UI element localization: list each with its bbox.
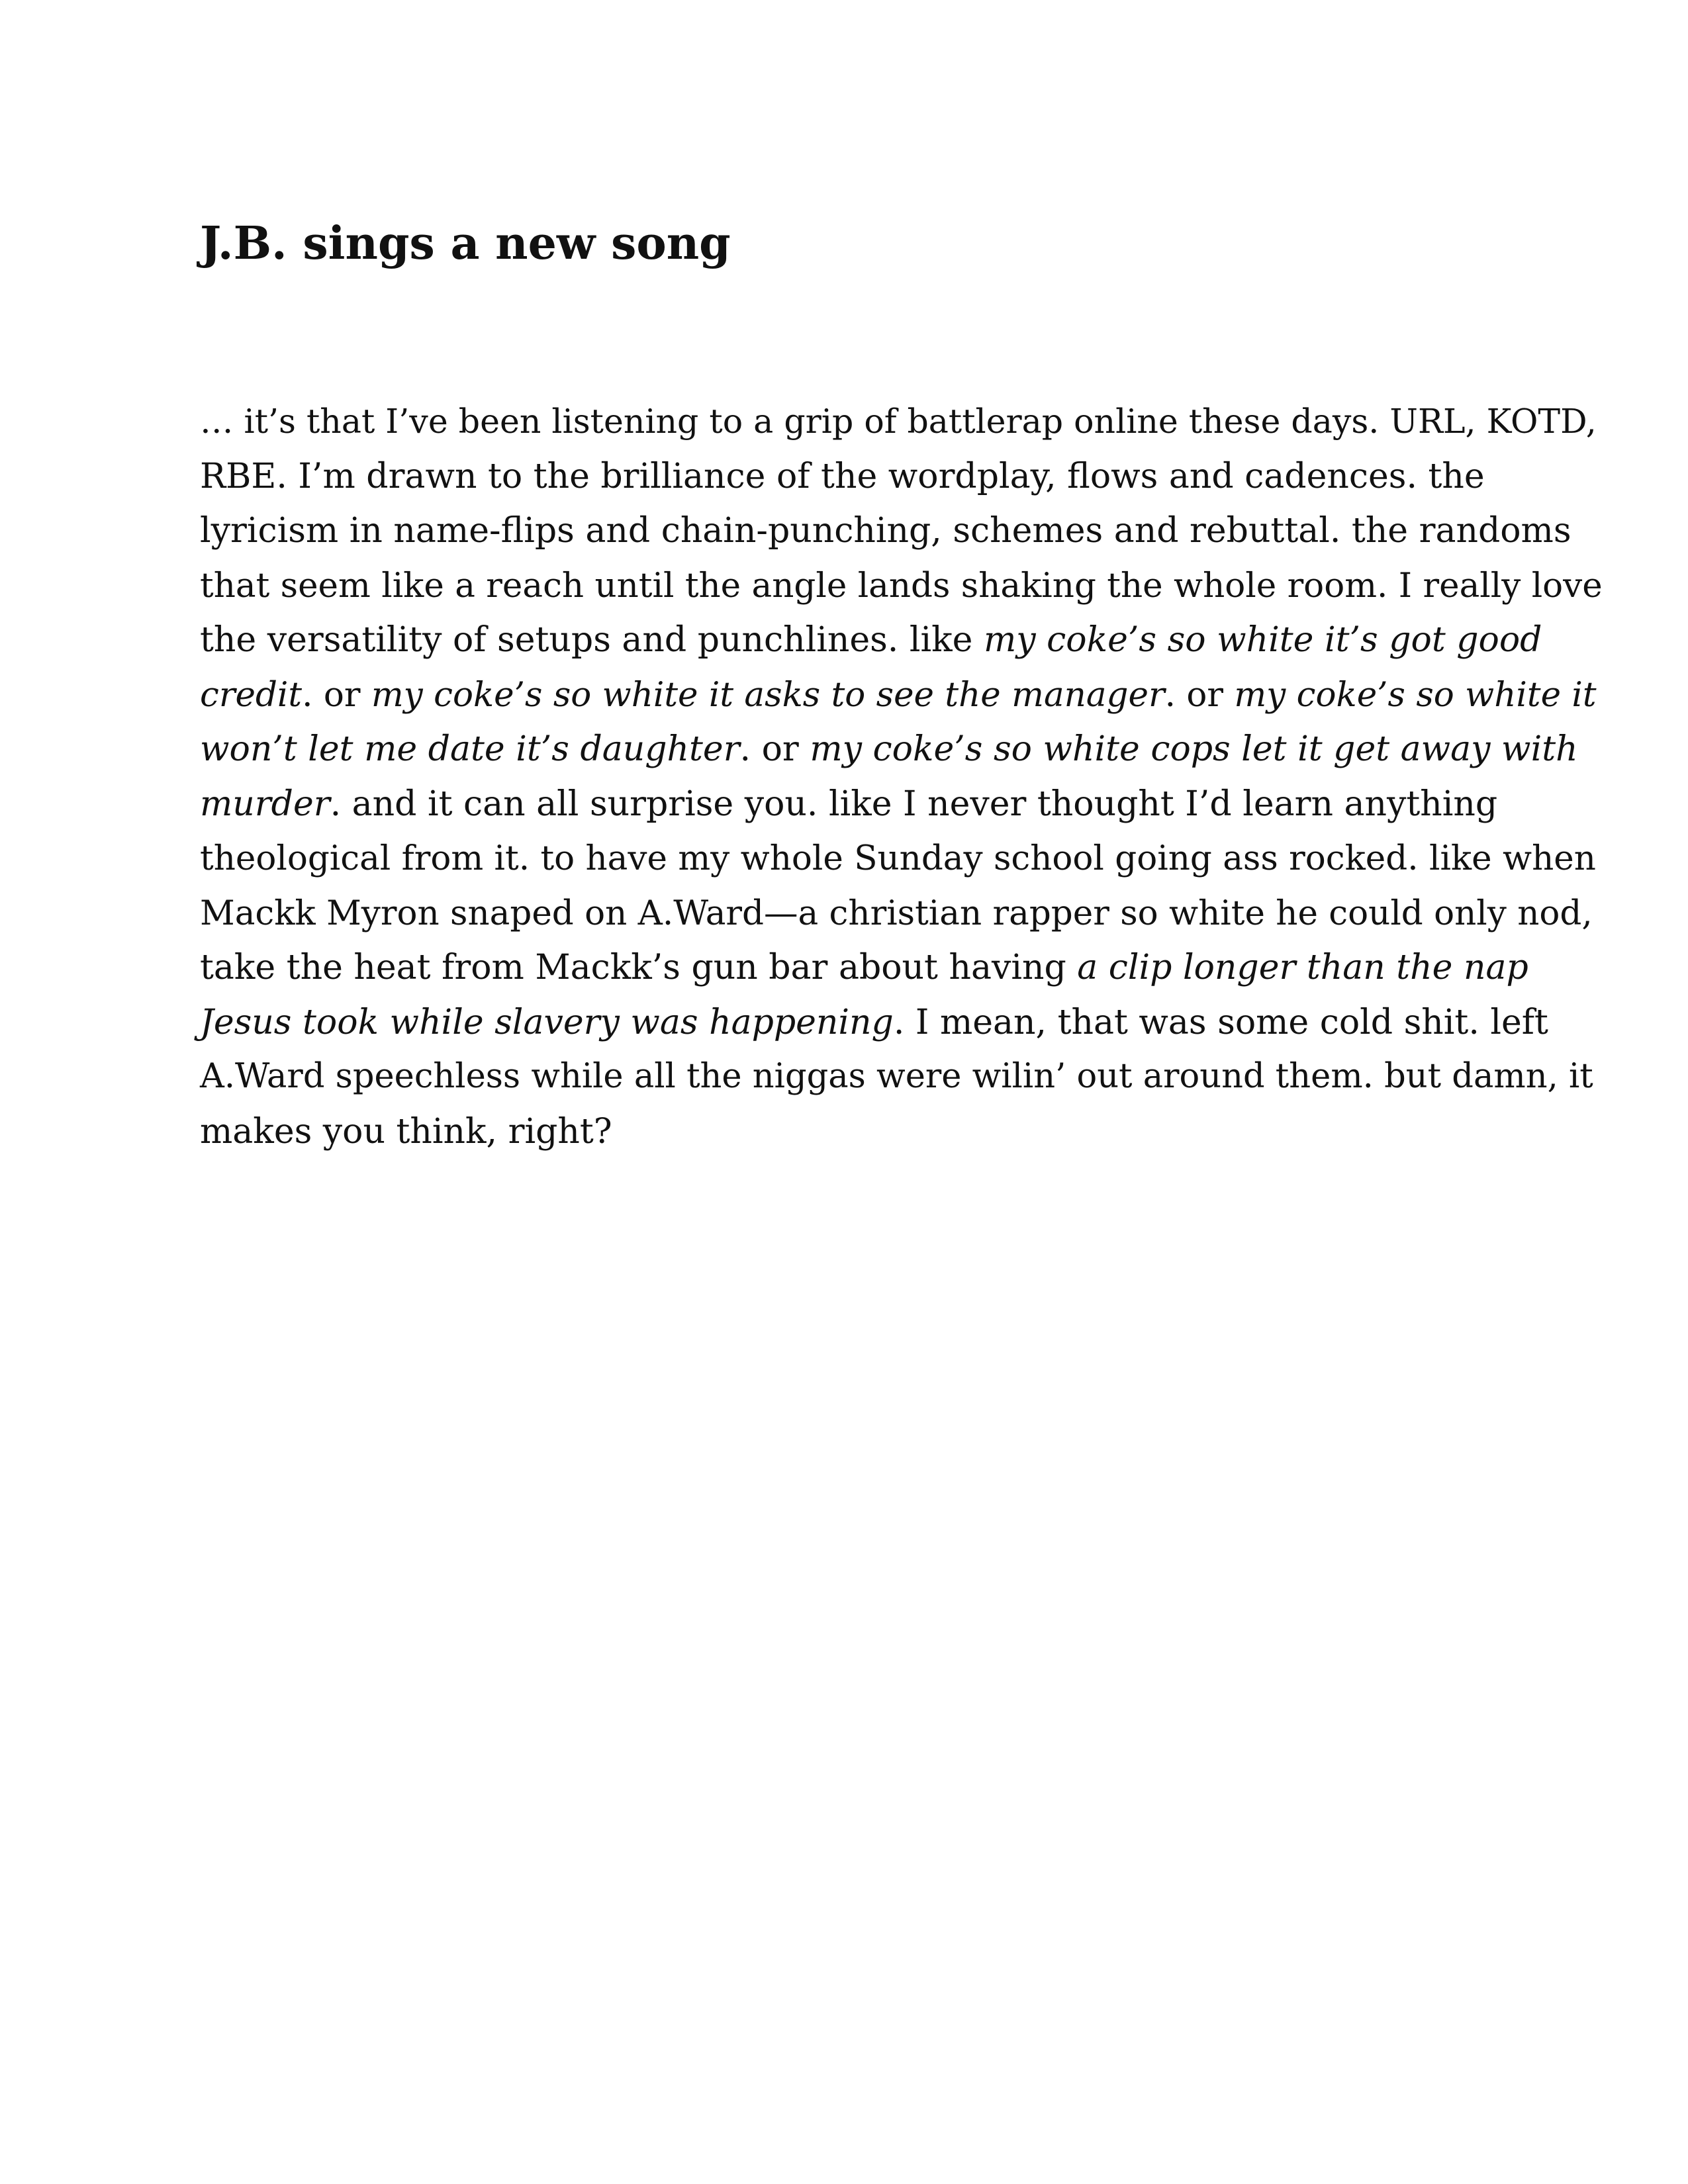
page-title: J.B. sings a new song: [200, 217, 731, 270]
text-run: . or: [1164, 674, 1235, 715]
text-run: A.Ward speechless while all the niggas were wilin’ out around them. but damn, it: [200, 1057, 1593, 1096]
text-run: . or: [739, 729, 810, 769]
paragraph-line: [200, 504, 1603, 559]
body-paragraph: [200, 394, 1603, 1159]
text-run: … it’s that I’ve been listening to a grip of battlerap online these days. URL, KOTD,: [200, 402, 1597, 441]
italic-quote: my coke’s so white it asks to see the manager: [371, 674, 1165, 715]
text-run: that seem like a reach until the angle lands shaking the whole room. I really love: [200, 565, 1603, 606]
paragraph-line: [200, 449, 1603, 504]
paragraph-line: [200, 886, 1603, 941]
paragraph-line: [200, 394, 1603, 449]
text-run: the versatility of setups and punchlines. like: [200, 620, 984, 660]
italic-quote: Jesus took while slavery was happening: [200, 1002, 894, 1042]
paragraph-line: [200, 831, 1603, 886]
paragraph-line: [200, 777, 1603, 832]
paragraph-line: [200, 722, 1603, 777]
text-run: . I mean, that was some cold shit. left: [893, 1002, 1548, 1042]
paragraph-line: [200, 1050, 1603, 1105]
italic-quote: credit: [200, 674, 303, 715]
italic-quote: my coke’s so white it’s got good: [983, 620, 1542, 660]
paragraph-line: [200, 940, 1603, 995]
italic-quote: a clip longer than the nap: [1077, 948, 1528, 987]
paragraph-line: [200, 668, 1603, 723]
text-run: Mackk Myron snaped on A.Ward—a christian rapper so white he could only nod,: [200, 893, 1593, 933]
italic-quote: won’t let me date it’s daughter: [200, 729, 740, 769]
italic-quote: my coke’s so white cops let it get away with: [810, 729, 1578, 769]
text-run: lyricism in name-flips and chain-punching, schemes and rebuttal. the randoms: [200, 511, 1571, 551]
italic-quote: my coke’s so white it: [1234, 674, 1597, 715]
paragraph-line: [200, 995, 1603, 1050]
paragraph-line: [200, 559, 1603, 614]
paragraph-line: [200, 613, 1603, 668]
text-run: take the heat from Mackk’s gun bar about having: [200, 948, 1078, 987]
paragraph-line: [200, 1105, 1603, 1160]
text-run: makes you think, right?: [200, 1111, 612, 1152]
text-run: theological from it. to have my whole Sunday school going ass rocked. like when: [200, 839, 1596, 878]
italic-quote: murder: [200, 784, 330, 824]
text-run: . or: [302, 674, 371, 715]
text-run: RBE. I’m drawn to the brilliance of the wordplay, flows and cadences. the: [200, 456, 1485, 496]
text-run: . and it can all surprise you. like I never thought I’d learn anything: [330, 784, 1498, 824]
